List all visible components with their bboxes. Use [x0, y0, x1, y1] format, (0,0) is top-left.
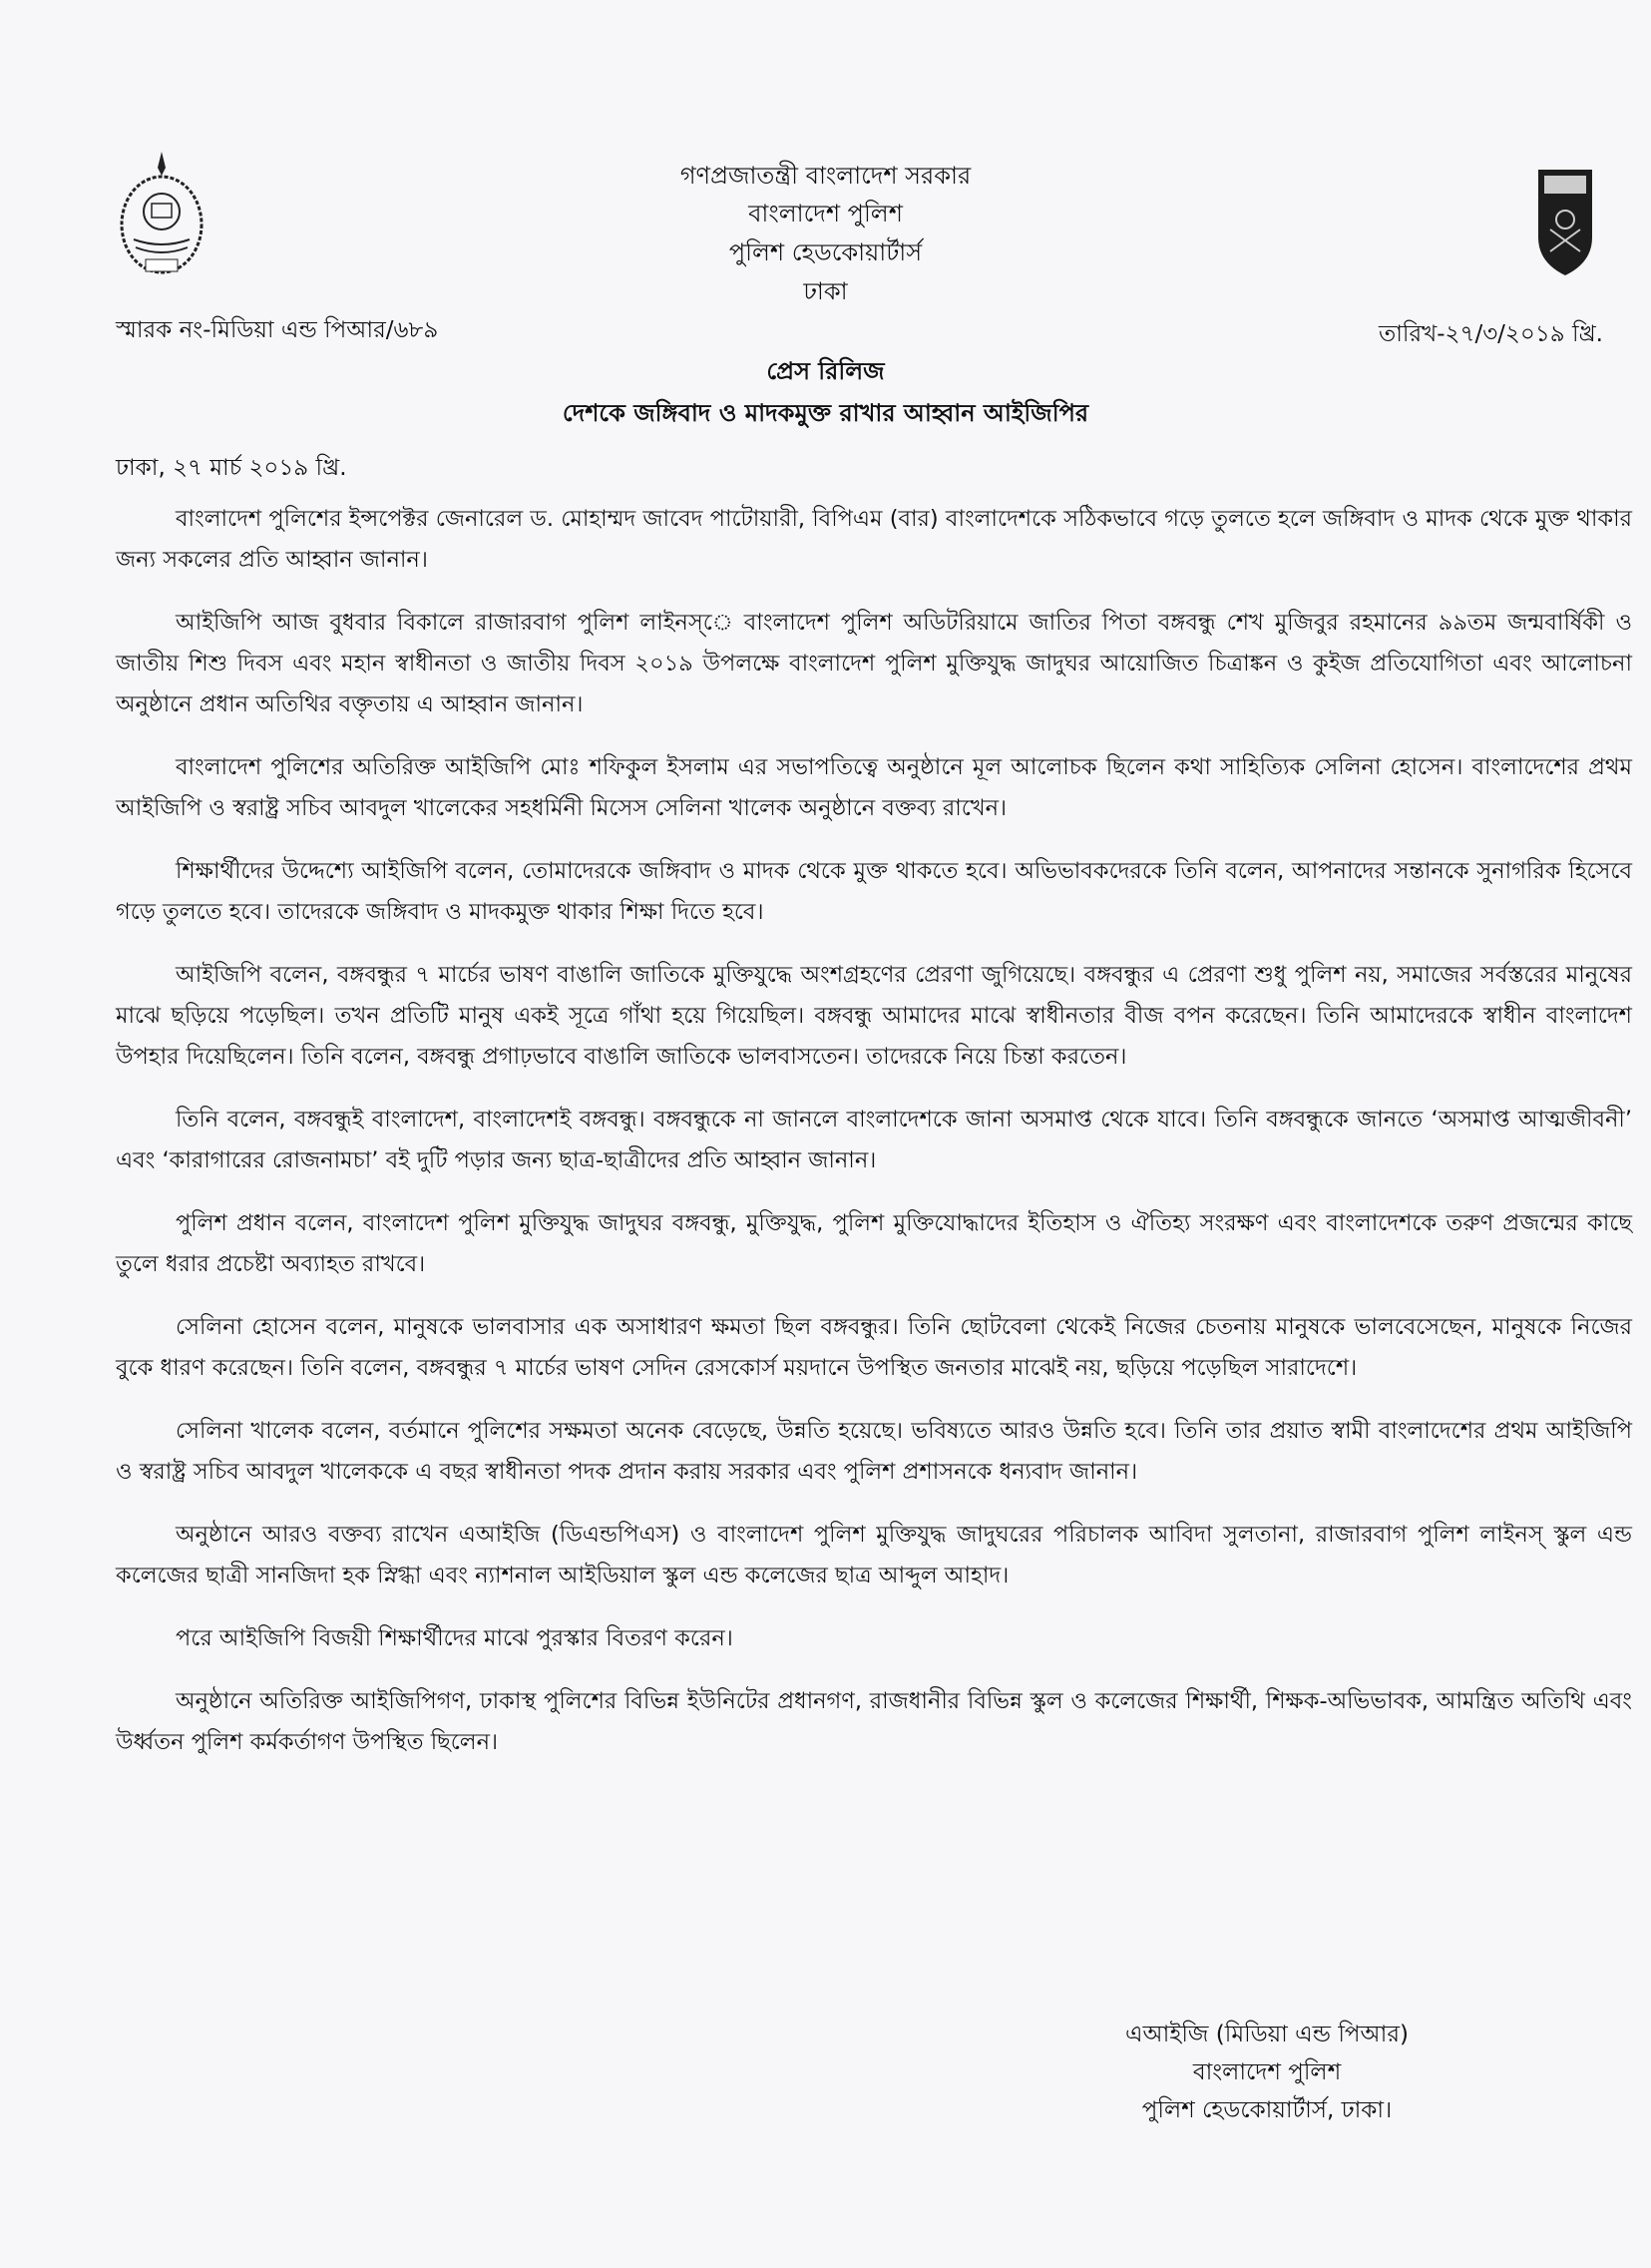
- paragraph: অনুষ্ঠানে আরও বক্তব্য রাখেন এআইজি (ডিএন্ডপিএস) ও বাংলাদেশ পুলিশ মুক্তিযুদ্ধ জাদুঘরের পরিচালক আবিদা সুলতানা, রাজারবাগ পুলিশ লাইনস্ স্কুল এন্ড কলেজের ছাত্রী সানজিদা হক স্নিগ্ধা এবং ন্যাশনাল আইডিয়াল স্কুল এন্ড কলেজের ছাত্র আব্দুল আহাদ।: [116, 1522, 1632, 1588]
- header-police: বাংলাদেশ পুলিশ: [748, 200, 903, 227]
- memo-number: স্মারক নং-মিডিয়া এন্ড পিআর/৬৮৯: [116, 317, 439, 343]
- paragraph: আইজিপি আজ বুধবার বিকালে রাজারবাগ পুলিশ লাইনস্ে বাংলাদেশ পুলিশ অডিটরিয়ামে জাতির পিতা বঙ্গবন্ধু শেখ মুজিবুর রহমানের ৯৯তম জন্মবার্ষিকী ও জাতীয় শিশু দিবস এবং মহান স্বাধীনতা ও জাতীয় দিবস ২০১৯ উপলক্ষে বাংলাদেশ পুলিশ মুক্তিযুদ্ধ জাদুঘর আয়োজিত চিত্রাঙ্কন ও কুইজ প্রতিযোগিতা এবং আলোচনা অনুষ্ঠানে প্রধান অতিথির বক্তৃতায় এ আহ্বান জানান।: [116, 610, 1632, 717]
- document-date: তারিখ-২৭/৩/২০১৯ খ্রি.: [1379, 321, 1603, 347]
- paragraph: তিনি বলেন, বঙ্গবন্ধুই বাংলাদেশ, বাংলাদেশই বঙ্গবন্ধু। বঙ্গবন্ধুকে না জানলে বাংলাদেশকে জানা অসমাপ্ত থেকে যাবে। তিনি বঙ্গবন্ধুকে জানতে ‘অসমাপ্ত আত্মজীবনী’ এবং ‘কারাগারের রোজনামচা’ বই দুটি পড়ার জন্য ছাত্র-ছাত্রীদের প্রতি আহ্বান জানান।: [116, 1107, 1632, 1173]
- signature-block: [1097, 2016, 1437, 2129]
- press-release-body: [116, 499, 1632, 1785]
- header-government: গণপ্রজাতন্ত্রী বাংলাদেশ সরকার: [679, 162, 972, 190]
- signature-organization: বাংলাদেশ পুলিশ: [1192, 2059, 1342, 2085]
- header-headquarters: পুলিশ হেডকোয়ার্টার্স: [728, 238, 923, 266]
- dateline: ঢাকা, ২৭ মার্চ ২০১৯ খ্রি.: [116, 455, 347, 481]
- paragraph: বাংলাদেশ পুলিশের ইন্সপেক্টর জেনারেল ড. মোহাম্মদ জাবেদ পাটোয়ারী, বিপিএম (বার) বাংলাদেশকে সঠিকভাবে গড়ে তুলতে হলে জঙ্গিবাদ ও মাদক থেকে মুক্ত থাকার জন্য সকলের প্রতি আহ্বান জানান।: [116, 506, 1632, 573]
- document-title: প্রেস রিলিজ: [766, 357, 885, 385]
- paragraph: আইজিপি বলেন, বঙ্গবন্ধুর ৭ মার্চের ভাষণ বাঙালি জাতিকে মুক্তিযুদ্ধে অংশগ্রহণের প্রেরণা জুগিয়েছে। বঙ্গবন্ধুর এ প্রেরণা শুধু পুলিশ নয়, সমাজের সর্বস্তরের মানুষের মাঝে ছড়িয়ে পড়েছিল। তখন প্রতিটি মানুষ একই সূত্রে গাঁথা হয়ে গিয়েছিল। বঙ্গবন্ধু আমাদের মাঝে স্বাধীনতার বীজ বপন করেছেন। তিনি আমাদেরকে স্বাধীন বাংলাদেশ উপহার দিয়েছিলেন। তিনি বলেন, বঙ্গবন্ধু প্রগাঢ়ভাবে বাঙালি জাতিকে ভালবাসতেন। তাদেরকে নিয়ে চিন্তা করতেন।: [116, 962, 1632, 1070]
- paragraph: অনুষ্ঠানে অতিরিক্ত আইজিপিগণ, ঢাকাস্থ পুলিশের বিভিন্ন ইউনিটের প্রধানগণ, রাজধানীর বিভিন্ন স্কুল ও কলেজের শিক্ষার্থী, শিক্ষক-অভিভাবক, আমন্ত্রিত অতিথি এবং উর্ধ্বতন পুলিশ কর্মকর্তাগণ উপস্থিত ছিলেন।: [116, 1688, 1632, 1755]
- paragraph: শিক্ষার্থীদের উদ্দেশ্যে আইজিপি বলেন, তোমাদেরকে জঙ্গিবাদ ও মাদক থেকে মুক্ত থাকতে হবে। অভিভাবকদেরকে তিনি বলেন, আপনাদের সন্তানকে সুনাগরিক হিসেবে গড়ে তুলতে হবে। তাদেরকে জঙ্গিবাদ ও মাদকমুক্ত থাকার শিক্ষা দিতে হবে।: [116, 858, 1632, 925]
- paragraph: সেলিনা হোসেন বলেন, মানুষকে ভালবাসার এক অসাধারণ ক্ষমতা ছিল বঙ্গবন্ধুর। তিনি ছোটবেলা থেকেই নিজের চেতনায় মানুষকে ভালবেসেছেন, মানুষকে নিজের বুকে ধারণ করেছেন। তিনি বলেন, বঙ্গবন্ধুর ৭ মার্চের ভাষণ সেদিন রেসকোর্স ময়দানে উপস্থিত জনতার মাঝেই নয়, ছড়িয়ে পড়েছিল সারাদেশে।: [116, 1314, 1632, 1381]
- header-city: ঢাকা: [803, 277, 848, 305]
- paragraph: পুলিশ প্রধান বলেন, বাংলাদেশ পুলিশ মুক্তিযুদ্ধ জাদুঘর বঙ্গবন্ধু, মুক্তিযুদ্ধ, পুলিশ মুক্তিযোদ্ধাদের ইতিহাস ও ঐতিহ্য সংরক্ষণ এবং বাংলাদেশকে তরুণ প্রজন্মের কাছে তুলে ধরার প্রচেষ্টা অব্যাহত রাখবে।: [116, 1210, 1632, 1277]
- signature-title: এআইজি (মিডিয়া এন্ড পিআর): [1125, 2022, 1409, 2047]
- paragraph: বাংলাদেশ পুলিশের অতিরিক্ত আইজিপি মোঃ শফিকুল ইসলাম এর সভাপতিত্বে অনুষ্ঠানে মূল আলোচক ছিলেন কথা সাহিত্যিক সেলিনা হোসেন। বাংলাদেশের প্রথম আইজিপি ও স্বরাষ্ট্র সচিব আবদুল খালেকের সহধর্মিনী মিসেস সেলিনা খালেক অনুষ্ঠানে বক্তব্য রাখেন।: [116, 754, 1632, 821]
- paragraph: সেলিনা খালেক বলেন, বর্তমানে পুলিশের সক্ষমতা অনেক বেড়েছে, উন্নতি হয়েছে। ভবিষ্যতে আরও উন্নতি হবে। তিনি তার প্রয়াত স্বামী বাংলাদেশের প্রথম আইজিপি ও স্বরাষ্ট্র সচিব আবদুল খালেককে এ বছর স্বাধীনতা পদক প্রদান করায় সরকার এবং পুলিশ প্রশাসনকে ধন্যবাদ জানান।: [116, 1418, 1632, 1485]
- paragraph: পরে আইজিপি বিজয়ী শিক্ষার্থীদের মাঝে পুরস্কার বিতরণ করেন।: [176, 1625, 733, 1651]
- document-subtitle: দেশকে জঙ্গিবাদ ও মাদকমুক্ত রাখার আহ্বান আইজিপির: [562, 399, 1089, 427]
- signature-office: পুলিশ হেডকোয়ার্টার্স, ঢাকা।: [1141, 2097, 1393, 2123]
